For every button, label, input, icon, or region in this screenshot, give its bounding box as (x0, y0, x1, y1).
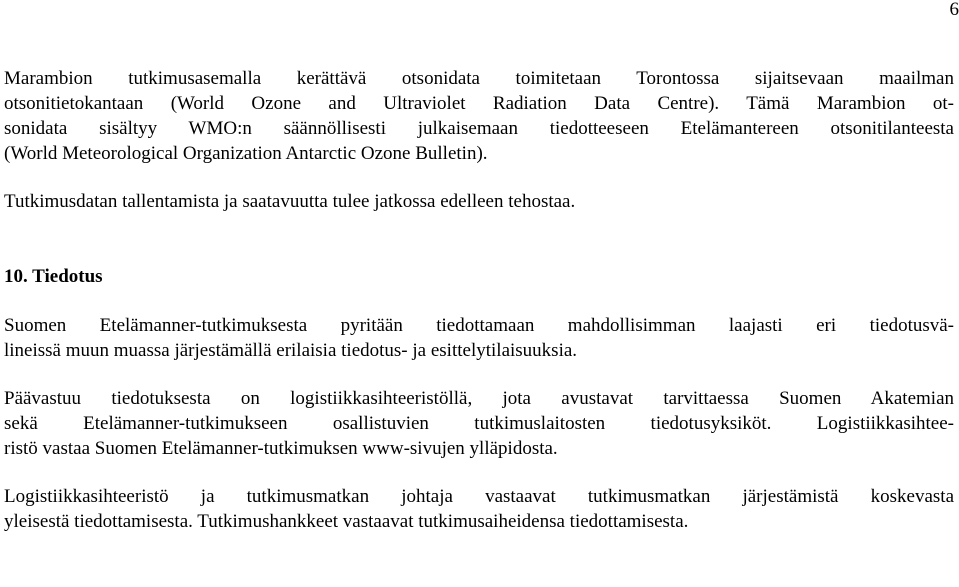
text-line: Päävastuu tiedotuksesta on logistiikkasihteeristöllä, jota avustavat tarvittaessa Suomen Akatemian (4, 388, 954, 409)
paragraph-responsibility (4, 386, 954, 461)
text-line: Marambion tutkimusasemalla kerättävä otsonidata toimitetaan Torontossa sijaitsevaan maailman (4, 68, 954, 89)
text-line: lineissä muun muassa järjestämällä erilaisia tiedotus- ja esittelytilaisuuksia. (4, 340, 578, 361)
paragraph-data-storage (4, 189, 954, 214)
text-line: Tutkimusdatan tallentamista ja saatavuutta tulee jatkossa edelleen tehostaa. (4, 191, 576, 212)
paragraph-ozone-data (4, 66, 954, 166)
text-line: (World Meteorological Organization Antarctic Ozone Bulletin). (4, 143, 488, 164)
text-line: ristö vastaa Suomen Etelämanner-tutkimuksen www-sivujen ylläpidosta. (4, 438, 558, 459)
text-line: yleisestä tiedottamisesta. Tutkimushankkeet vastaavat tutkimusaiheidensa tiedottamisesta. (4, 511, 689, 532)
text-line: otsonitietokantaan (World Ozone and Ultraviolet Radiation Data Centre). Tämä Marambion ot- (4, 93, 954, 114)
paragraph-expedition-communication (4, 484, 954, 534)
text-line: sekä Etelämanner-tutkimukseen osallistuvien tutkimuslaitosten tiedotusyksiköt. Logistiikkasihtee- (4, 413, 954, 434)
section-heading: 10. Tiedotus (4, 266, 103, 287)
text-line: sonidata sisältyy WMO:n säännöllisesti julkaisemaan tiedotteeseen Etelämantereen otsonitilanteesta (4, 118, 954, 139)
text-line: Logistiikkasihteeristö ja tutkimusmatkan johtaja vastaavat tutkimusmatkan järjestämistä koskevasta (4, 486, 954, 507)
paragraph-communication (4, 313, 954, 363)
document-body (4, 66, 954, 534)
page-number: 6 (949, 0, 959, 20)
text-line: Suomen Etelämanner-tutkimuksesta pyritään tiedottamaan mahdollisimman laajasti eri tiedotusvä- (4, 315, 954, 336)
